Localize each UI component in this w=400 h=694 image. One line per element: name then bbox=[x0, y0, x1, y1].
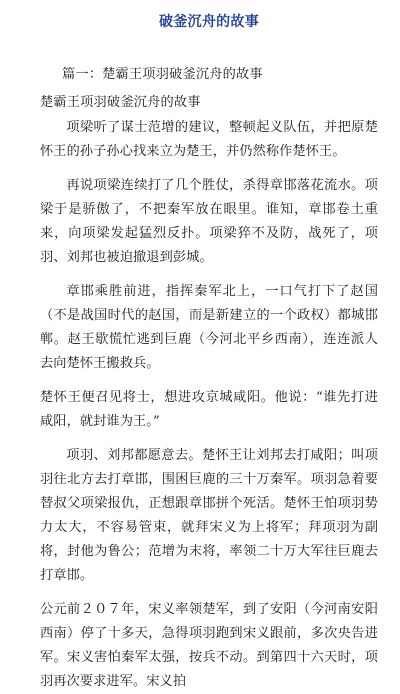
paragraph-4: 楚怀王便召见将士，想进攻京城咸阳。他说：“谁先打进咸阳，就封谁为王。” bbox=[40, 390, 378, 429]
paragraph-2: 再说项梁连续打了几个胜仗，杀得章邯落花流水。项梁于是骄傲了，不把秦军放在眼里。谁知，章邯卷土重来，向项梁发起猛烈反扑。项梁猝不及防，战死了，项羽、刘邦也被迫撤退到彭城。 bbox=[40, 178, 378, 265]
document-title: 破釜沉舟的故事 bbox=[158, 14, 260, 30]
paragraph-5: 项羽、刘邦都愿意去。楚怀王让刘邦去打咸阳；叫项羽往北方去打章邯，围困巨鹿的三十万秦军。项羽急着要替叔父项梁报仇，正想跟章邯拼个死活。楚怀王怕项羽势力太大，不容易管束，就拜宋义为上将军；拜项羽为副将，封他为鲁公；范增为末将，率领二十万大军往巨鹿去打章邯。 bbox=[40, 448, 378, 583]
paragraph-6: 公元前２０７年，宋义率领楚军，到了安阳（今河南安阳西南）停了十多天，急得项羽跑到宋义跟前，多次央告进军。宋义害怕秦军太强，按兵不动。到第四十六天时，项羽再次要求进军。宋义拍 bbox=[40, 602, 378, 689]
paragraph-3: 章邯乘胜前进，指挥秦军北上，一口气打下了赵国（不是战国时代的赵国，而是新建立的一个政权）都城邯郸。赵王歇慌忙逃到巨鹿（今河北平乡西南），连连派人去向楚怀王搬救兵。 bbox=[40, 284, 378, 371]
paragraph-1: 项梁听了谋士范增的建议，整顿起义队伍，并把原楚怀王的孙子孙心找来立为楚王，并仍然称作楚怀王。 bbox=[40, 120, 378, 159]
article-heading: 篇一：楚霸王项羽破釜沉舟的故事 bbox=[62, 67, 263, 82]
story-subheading: 楚霸王项羽破釜沉舟的故事 bbox=[40, 95, 201, 110]
